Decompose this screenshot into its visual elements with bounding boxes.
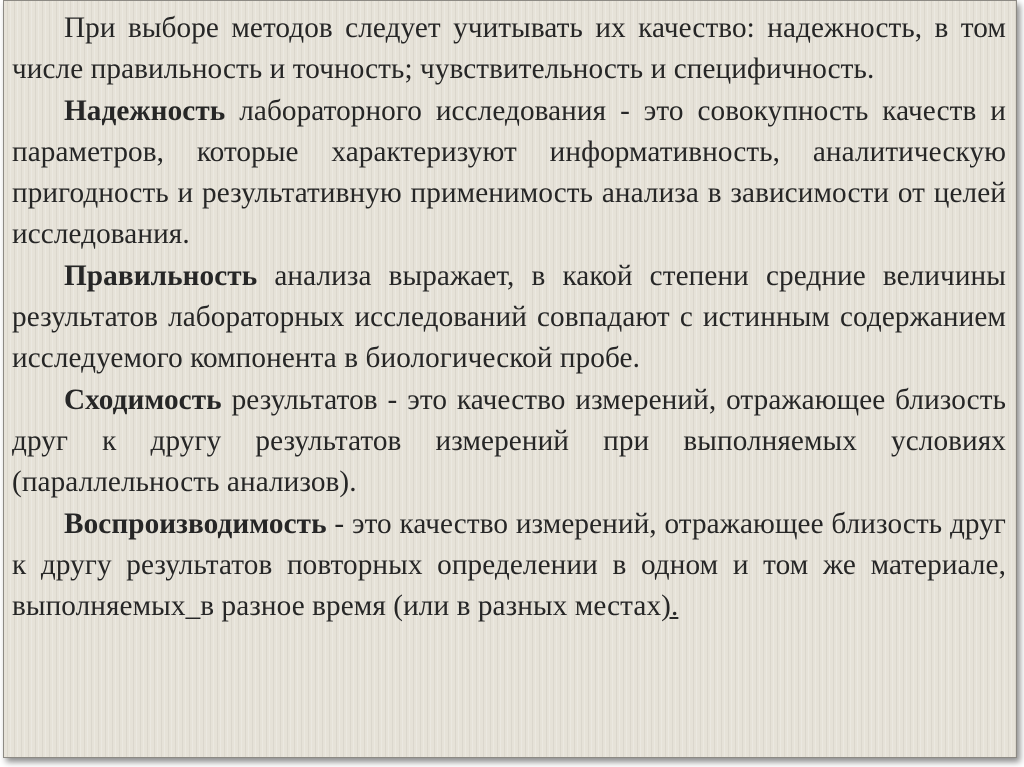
underscore-mark: _	[185, 590, 201, 623]
term-correctness: Правильность	[64, 259, 258, 292]
paragraph-correctness	[12, 256, 1006, 380]
paragraph-convergence-text: результатов - это качество измерений, отражающее близость друг к другу результатов измерений при выполняемых условиях (параллельность анализов).	[12, 383, 1006, 499]
paragraph-convergence	[12, 380, 1006, 504]
term-reproducibility: Воспроизводимость	[64, 507, 327, 540]
paragraph-reliability	[12, 91, 1006, 256]
paragraph-intro	[12, 8, 1006, 91]
term-convergence: Сходимость	[64, 383, 222, 416]
slide	[3, 0, 1017, 758]
paragraph-reproducibility-text: - это качество измерений, отражающее близость друг к другу результатов повторных определении в одном и том же материале, выполняемых	[12, 507, 1006, 623]
paragraph-reproducibility	[12, 504, 1006, 628]
paragraph-intro-text: При выборе методов следует учитывать их качество: надежность, в том числе правильность и точность; чувствительность и специфичность.	[12, 12, 1006, 86]
paragraph-reproducibility-text-end: ).	[661, 590, 679, 623]
paragraph-reliability-text: лабораторного исследования - это совокупность качеств и параметров, которые характеризуют информативность, аналитическую пригодность и результативную применимость анализа в зависимости от целей исследования.	[12, 94, 1006, 251]
term-reliability: Надежность	[64, 94, 226, 127]
paragraph-correctness-text: анализа выражает, в какой степени средние величины результатов лабораторных исследований совпадают с истинным содержанием исследуемого компонента в биологической пробе.	[12, 259, 1006, 375]
paragraph-reproducibility-text-middle: в разное время (или в разных местах	[200, 590, 662, 623]
slide-text	[12, 8, 1006, 627]
